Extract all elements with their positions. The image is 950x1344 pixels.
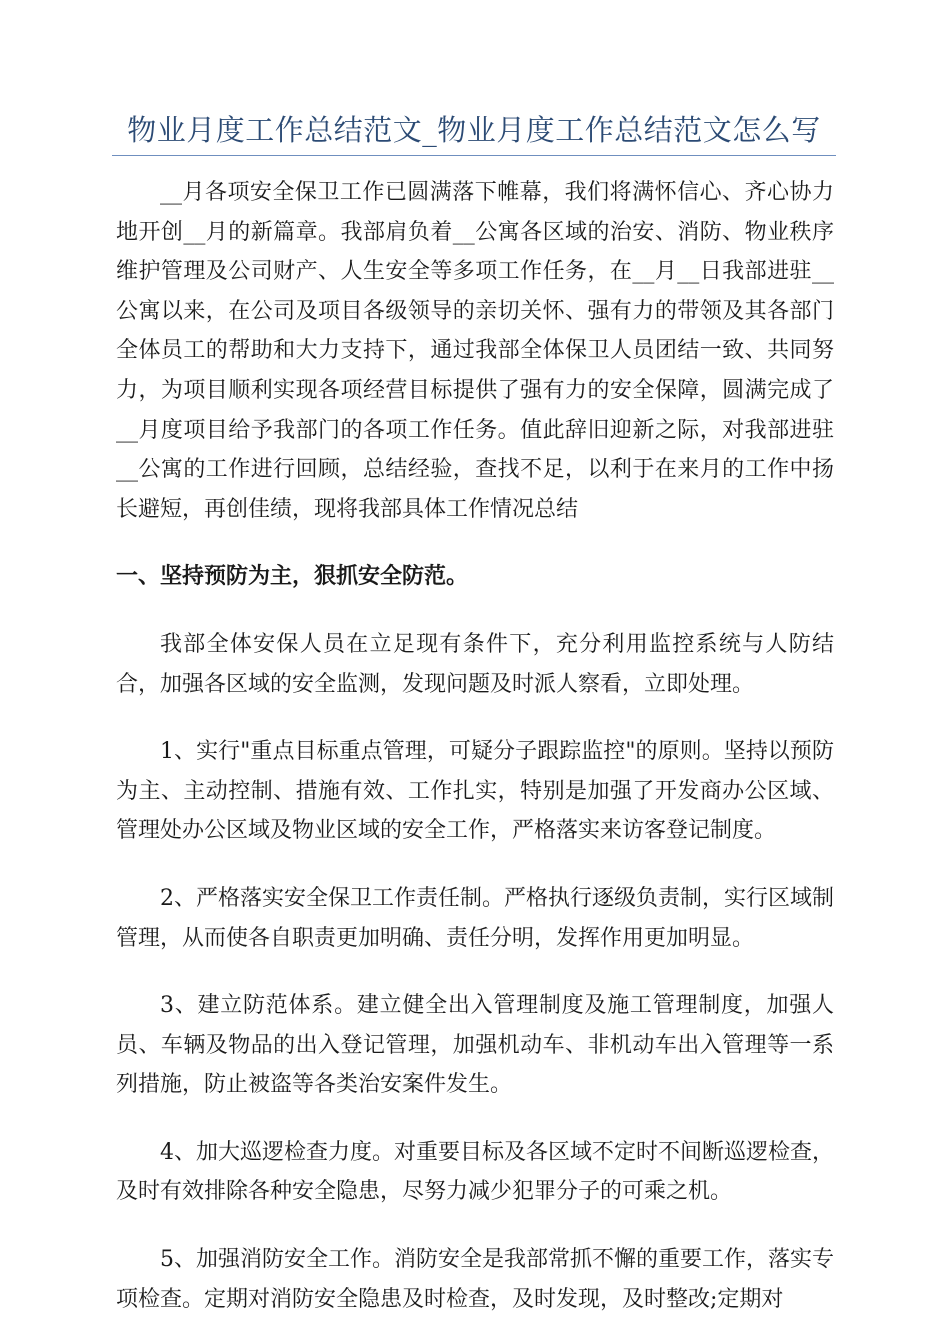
intro-paragraph: __月各项安全保卫工作已圆满落下帷幕，我们将满怀信心、齐心协力地开创__月的新篇章。我部肩负着__公寓各区域的治安、消防、物业秩序维护管理及公司财产、人生安全等多项工作任务，在__月__日我部进驻__公寓以来，在公司及项目各级领导的亲切关怀、强有力的带领及其各部门全体员工的帮助和大力支持下，通过我部全体保卫人员团结一致、共同努力，为项目顺利实现各项经营目标提供了强有力的安全保障，圆满完成了__月度项目给予我部门的各项工作任务。值此辞旧迎新之际，对我部进驻__公寓的工作进行回顾，总结经验，查找不足，以利于在来月的工作中扬长避短，再创佳绩，现将我部具体工作情况总结: [116, 180, 834, 522]
document-title: 物业月度工作总结范文_物业月度工作总结范文怎么写: [127, 113, 821, 147]
list-item-1: 1、实行"重点目标重点管理，可疑分子跟踪监控"的原则。坚持以预防为主、主动控制、措施有效、工作扎实，特别是加强了开发商办公区域、管理处办公区域及物业区域的安全工作，严格落实来访客登记制度。: [116, 739, 834, 844]
section-intro-paragraph: 我部全体安保人员在立足现有条件下，充分利用监控系统与人防结合，加强各区域的安全监测，发现问题及时派人察看，立即处理。: [116, 631, 834, 697]
title-underline: [112, 155, 836, 156]
list-item-4: 4、加大巡逻检查力度。对重要目标及各区域不定时不间断巡逻检查，及时有效排除各种安全隐患，尽努力减少犯罪分子的可乘之机。: [116, 1139, 834, 1205]
list-item-3: 3、建立防范体系。建立健全出入管理制度及施工管理制度，加强人员、车辆及物品的出入登记管理，加强机动车、非机动车出入管理等一系列措施，防止被盗等各类治安案件发生。: [116, 993, 834, 1098]
document-body: [116, 173, 834, 1319]
section-heading: 一、坚持预防为主，狠抓安全防范。: [116, 563, 469, 590]
list-item-2: 2、严格落实安全保卫工作责任制。严格执行逐级负责制，实行区域制管理，从而使各自职责更加明确、责任分明，发挥作用更加明显。: [116, 885, 834, 951]
list-item-5: 5、加强消防安全工作。消防安全是我部常抓不懈的重要工作，落实专项检查。定期对消防安全隐患及时检查，及时发现，及时整改;定期对: [116, 1247, 834, 1312]
